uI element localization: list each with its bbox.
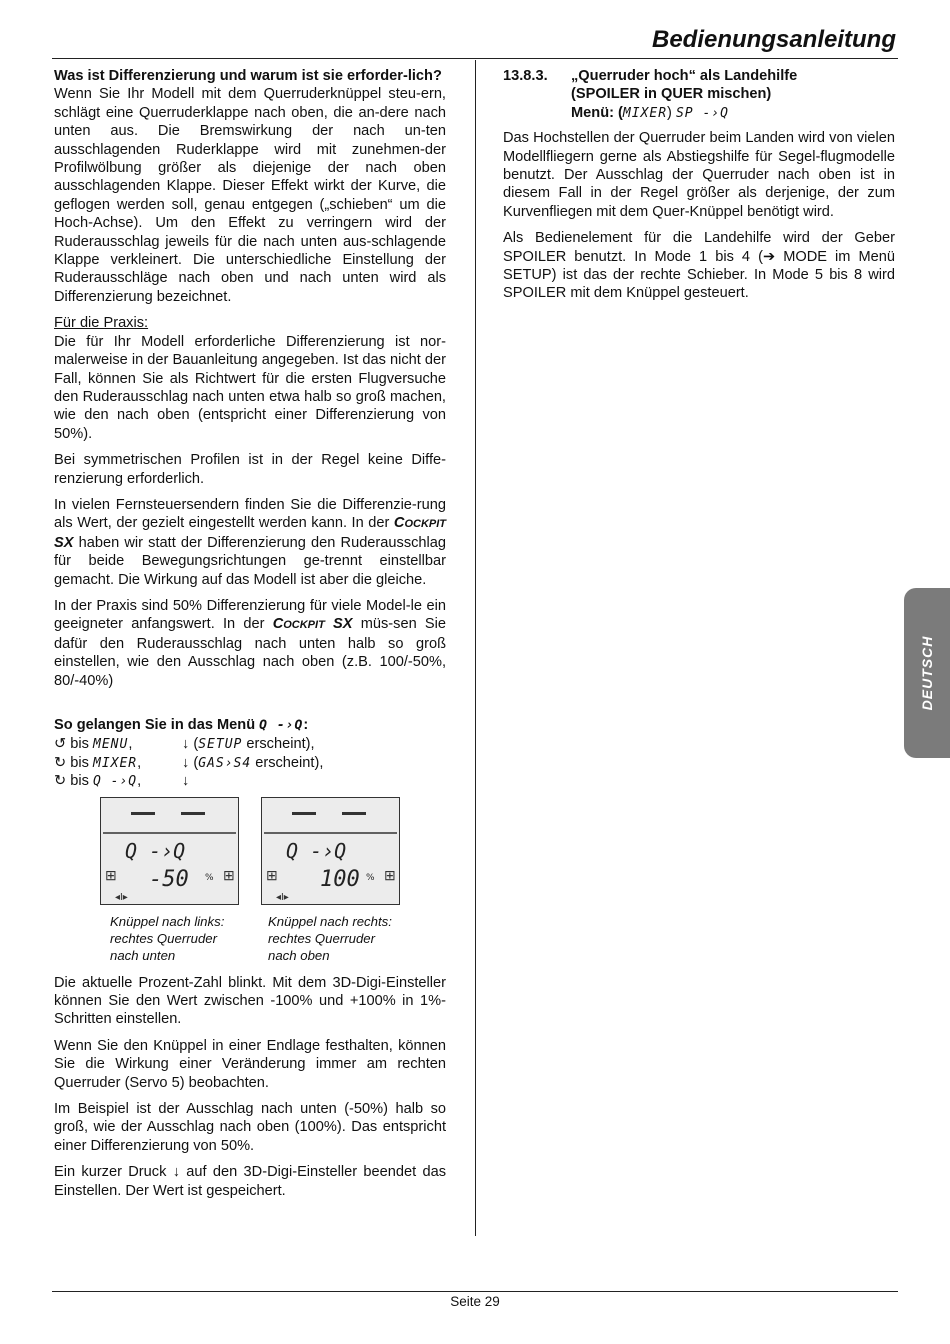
brand-name: COCKPIT SX: [272, 616, 353, 633]
lcd-screen-left: [100, 797, 239, 905]
right-column: [503, 67, 895, 311]
section-subheading: (SPOILER in QUER mischen): [571, 86, 772, 103]
nav-step: ↻ bis MIXER, ↓ (GAS›S4 erscheint),: [54, 754, 324, 771]
trim-left-icon: ⊞: [105, 866, 117, 883]
lcd-value: 100: [320, 866, 360, 892]
page-header-title: Bedienungsanleitung: [651, 26, 896, 53]
section-menu-path: Menü: (MIXER) SP -›Q: [571, 104, 729, 121]
rotate-right-icon: ↻: [54, 754, 67, 771]
rotate-right-icon: ↻: [54, 773, 67, 790]
language-tab: DEUTSCH: [904, 588, 950, 758]
arrow-down-icon: ↓: [182, 773, 190, 790]
lcd-unit: %: [366, 872, 375, 883]
arrow-down-icon: ↓: [172, 1164, 180, 1181]
header-rule: [52, 58, 898, 59]
arrow-down-icon: ↓: [182, 736, 190, 753]
paragraph-praxis: Die für Ihr Modell erforderliche Differenzierung ist nor-malerweise in der Bauanleitung angegeben. Ist das nicht der Fall, können Sie als Richtwert für die ersten Flugversuche den Ruderausschlag nach unten etwa halb so groß machen, wie den nach oben (entspricht einer Differenzierung von 50%).: [54, 333, 446, 442]
rotate-left-icon: ↺: [54, 736, 67, 753]
menu-navigation-title: So gelangen Sie in das Menü Q -›Q:: [54, 717, 309, 733]
lcd-captions: [110, 913, 446, 964]
paragraph-spoiler: Als Bedienelement für die Landehilfe wird der Geber SPOILER benutzt. In Mode 1 bis 4 (➔ MODE im Menü SETUP) ist das der rechte Schieber. In Mode 5 bis 8 wird SPOILER mit dem Knüppel gesteuert.: [503, 230, 895, 302]
trim-left-icon: ⊞: [266, 866, 278, 883]
paragraph-practice: In der Praxis sind 50% Differenzierung für viele Model-le ein geeigneter anfangswert. In der COCKPIT SX müs-sen Sie dafür den Ruderausschlag nach unten halb so groß einstellen, wie den Ausschlag nach oben (z.B. 100/-50%, 80/-40%): [54, 597, 447, 689]
nav-step: ↻ bis Q -›Q, ↓: [54, 773, 190, 790]
nav-step: ↺ bis MENU, ↓ (SETUP erscheint),: [54, 736, 315, 753]
footer-rule: [52, 1291, 898, 1292]
paragraph-symmetric: Bei symmetrischen Profilen ist in der Regel keine Diffe-renzierung erforderlich.: [54, 452, 446, 487]
lcd-screens: [100, 797, 446, 905]
paragraph-save: Ein kurzer Druck ↓ auf den 3D-Digi-Einsteller beendet das Einstellen. Der Wert ist gespeichert.: [54, 1164, 446, 1199]
lcd-screen-right: [261, 797, 400, 905]
trim-bottom-icon: ◂I▸: [115, 891, 128, 903]
praxis-label: Für die Praxis:: [54, 315, 149, 332]
lcd-menu-label: Q -›Q: [286, 838, 347, 863]
caption-right: Knüppel nach rechts: rechtes Querruder nach oben: [268, 913, 392, 963]
paragraph-example: Im Beispiel ist der Ausschlag nach unten (-50%) halb so groß, wie der Ausschlag nach oben (100%). Das entspricht einer Differenzierung von 50%.: [54, 1101, 446, 1154]
trim-bottom-icon: ◂I▸: [276, 891, 289, 903]
lcd-value: -50: [149, 866, 189, 892]
trim-right-icon: ⊞: [223, 866, 235, 883]
question-heading: Was ist Differenzierung und warum ist sie erforder-lich?: [54, 68, 442, 84]
section-heading: 13.8.3. „Querruder hoch“ als Landehilfe: [503, 68, 798, 84]
page-number: Seite 29: [450, 1294, 500, 1309]
paragraph-blink: Die aktuelle Prozent-Zahl blinkt. Mit dem 3D-Digi-Einsteller können Sie den Wert zwischen -100% und +100% in 1%-Schritten einstellen.: [54, 974, 446, 1028]
caption-left: Knüppel nach links: rechtes Querruder nach unten: [110, 913, 225, 963]
paragraph-intro: Wenn Sie Ihr Modell mit dem Querruderknüppel steu-ern, schlägt eine Querruderklappe nach oben, die an-dere nach unten aus. Die Bremswirkung der nach un-ten ausschlagenden Ruderklappe wird mit zunehmen-der Profilwölbung größer als diejenige der nach oben ausschlagenden Klappe. Dieser Effekt wirkt der Kurve, die geflogen werden soll, genau entgegen („schieben“ um die Hoch-Achse). Um den Effekt zu verringern wird der Ruderausschlag jeweils für die nach unten aus-schlagende Klappe verkleinert. Die unterschiedliche Einstellung der Ruderausschläge nach oben und nach unten wird als Differenzierung bezeichnet.: [54, 86, 446, 305]
trim-right-icon: ⊞: [384, 866, 396, 883]
column-divider: [475, 60, 476, 1236]
brand-name: COCKPIT SX: [54, 515, 446, 551]
lcd-menu-label: Q -›Q: [125, 838, 186, 863]
arrow-down-icon: ↓: [182, 754, 190, 771]
paragraph-landing: Das Hochstellen der Querruder beim Landen wird von vielen Modellfliegern gerne als Abstiegshilfe für Segel-flugmodelle benutzt. Der Ausschlag der Querruder nach oben ist in diesem Fall in der Regel größer als derjenige, der zum Kurvenfliegen mit dem Quer-Knüppel benötigt wird.: [503, 130, 895, 220]
paragraph-endlage: Wenn Sie den Knüppel in einer Endlage festhalten, können Sie die Wirkung einer Veränderung immer am rechten Querruder (Servo 5) beobachten.: [54, 1037, 446, 1091]
lcd-unit: %: [205, 872, 214, 883]
paragraph-transmitters: In vielen Fernsteuersendern finden Sie die Differenzie-rung als Wert, der gezielt eingestellt werden kann. In der COCKPIT SX haben wir statt der Differenzierung den Ruderausschlag für beide Bewegungsrichtungen ge-trennt einstellbar gemacht. Die Wirkung auf das Modell ist aber die gleiche.: [54, 496, 447, 588]
left-column: [54, 67, 446, 1208]
